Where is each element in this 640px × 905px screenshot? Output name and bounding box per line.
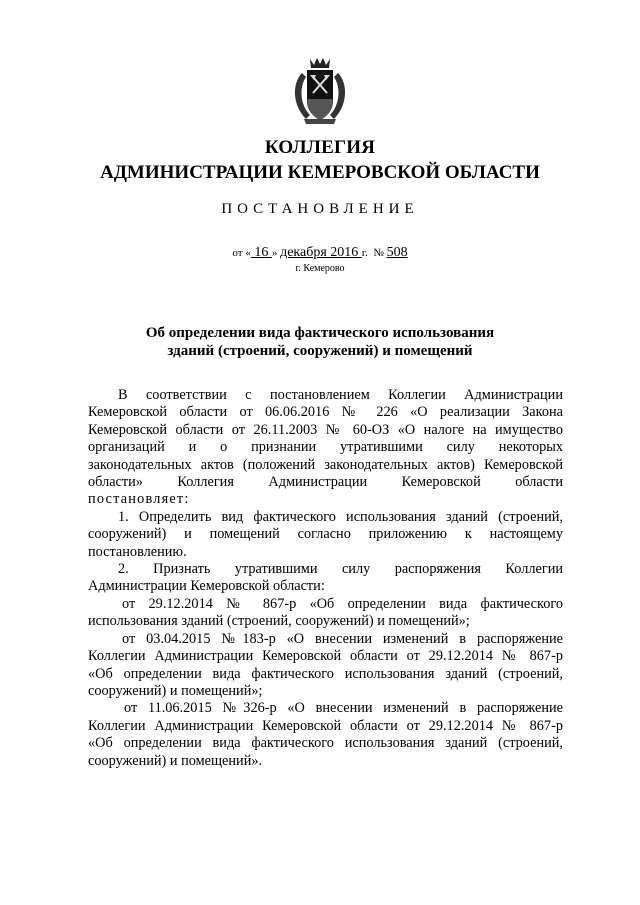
body-line: Коллегии Администрации Кемеровской области от 29.12.2014 № 867-р — [88, 717, 563, 734]
document-body — [88, 387, 563, 770]
body-line: использования зданий (строений, сооружений) и помещений»; — [88, 613, 470, 630]
body-line: Кемеровской области от 26.11.2003 № 60-ОЗ «О налоге на имущество — [88, 421, 563, 438]
body-line: Кемеровской области от 06.06.2016 № 226 «О реализации Закона — [88, 404, 563, 421]
body-line: постановляет: — [88, 491, 190, 508]
city-label: г. Кемерово — [295, 263, 345, 274]
number-label: № — [373, 247, 387, 259]
coat-of-arms-icon — [288, 55, 352, 127]
body-line: Администрации Кемеровской области: — [88, 578, 325, 595]
body-line: сооружений) и помещений». — [88, 752, 263, 769]
body-line: «Об определении вида фактического использования зданий (строений, — [88, 665, 563, 682]
body-line: законодательных актов (положений законодательных актов) Кемеровской — [88, 456, 563, 473]
date-prefix: от « — [232, 247, 251, 259]
body-line: «Об определении вида фактического использования зданий (строений, — [88, 735, 563, 752]
document-number: 508 — [386, 245, 408, 260]
org-title-line2: АДМИНИСТРАЦИИ КЕМЕРОВСКОЙ ОБЛАСТИ — [100, 162, 540, 183]
body-line: организаций и о признании утратившими силу некоторых — [88, 439, 563, 456]
date-sep: » — [271, 247, 281, 259]
document-type: ПОСТАНОВЛЕНИЕ — [221, 201, 419, 217]
body-line: 1. Определить вид фактического использования зданий (строений, — [118, 508, 563, 525]
subject-line: Об определении вида фактического использования — [145, 325, 495, 341]
body-line: от 11.06.2015 №326-р «О внесении изменений в распоряжение — [124, 700, 563, 717]
date-year-suffix: г. — [361, 247, 368, 259]
date-month-year: декабря 2016 — [280, 245, 362, 260]
body-line: В соответствии с постановлением Коллегии Администрации — [118, 387, 563, 403]
date-number-line — [0, 245, 640, 261]
body-line: от 29.12.2014 № 867-р «Об определении вида фактического — [122, 595, 563, 612]
date-day: 16 — [250, 245, 272, 260]
body-line: области» Коллегия Администрации Кемеровской области — [88, 474, 563, 491]
body-line: сооружений) и помещений»; — [88, 682, 263, 699]
body-line: Коллегии Администрации Кемеровской области от 29.12.2014 № 867-р — [88, 648, 563, 665]
subject-line: зданий (строений, сооружений) и помещений — [167, 343, 473, 359]
body-line: сооружений) и помещений согласно приложению к настоящему — [88, 526, 563, 543]
org-title-line1: КОЛЛЕГИЯ — [264, 137, 376, 158]
body-line: 2. Признать утратившими силу распоряжения Коллегии — [118, 561, 563, 578]
body-line: от 03.04.2015 №183-р «О внесении изменений в распоряжение — [122, 630, 563, 647]
document-subject — [0, 324, 640, 360]
body-line: постановлению. — [88, 543, 187, 560]
